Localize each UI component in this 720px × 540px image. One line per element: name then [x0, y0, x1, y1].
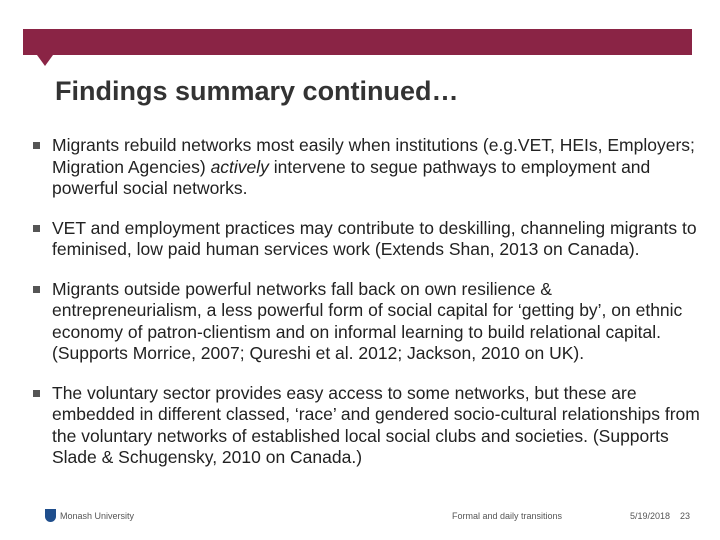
footer-topic: Formal and daily transitions	[452, 511, 563, 521]
bullet-text: Migrants outside powerful networks fall back on own resilience & entrepreneurialism, a less powerful form of social capital for ‘getting by’, on ethnic economy of patron-clientism and on informal learning to build relational capital. (Supports Morrice, 2007; Qureshi et al. 2012; Jackson, 2010 on UK).	[52, 278, 683, 363]
bullet-icon	[33, 142, 40, 149]
bullet-text: Migrants rebuild networks most easily when institutions (e.g.VET, HEIs, Employers; Migration Agencies)	[52, 135, 695, 177]
bullet-text: The voluntary sector provides easy access to some networks, but these are embedded in different classed, ‘race’ and gendered socio-cultural relationships from the voluntary networks of established local social clubs and societies. (Supports Slade & Schugensky, 2010 on Canada.)	[52, 382, 700, 467]
bullet-icon	[33, 225, 40, 232]
footer-date: 5/19/2018	[630, 511, 671, 521]
bullet-item	[33, 218, 703, 261]
page-number: 23	[680, 511, 691, 521]
monash-logo-icon	[45, 509, 56, 522]
header-pointer	[37, 55, 53, 66]
header-bar	[23, 29, 692, 55]
footer-org: Monash University	[60, 511, 135, 521]
bullet-item	[33, 135, 703, 200]
bullet-text: intervene to segue pathways to employment and powerful social networks.	[52, 156, 651, 198]
slide-title: Findings summary continued…	[55, 76, 459, 106]
bullet-emphasis: actively	[210, 156, 269, 177]
bullet-item	[33, 279, 703, 365]
bullet-list	[33, 135, 703, 487]
bullet-icon	[33, 286, 40, 293]
bullet-text: VET and employment practices may contribute to deskilling, channeling migrants to feminised, low paid human services work (Extends Shan, 2013 on Canada).	[52, 217, 697, 259]
bullet-item	[33, 383, 703, 469]
bullet-icon	[33, 390, 40, 397]
